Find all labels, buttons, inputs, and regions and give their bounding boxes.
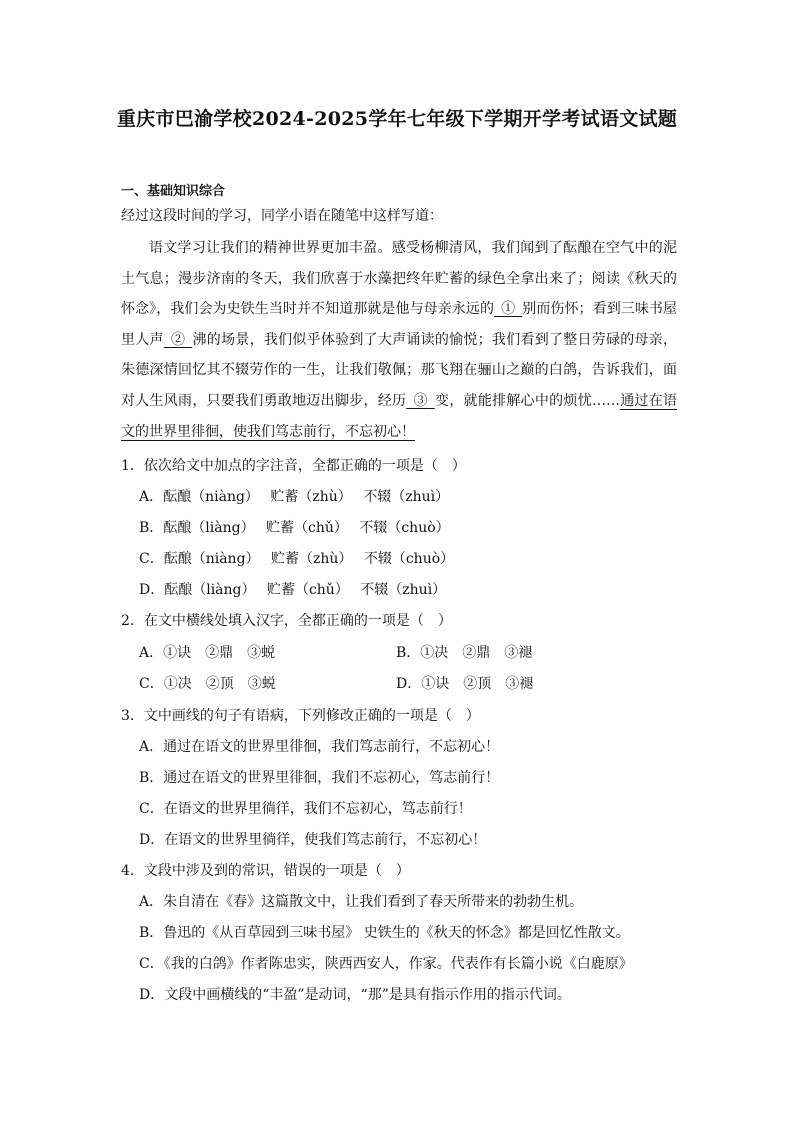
question-4-option-d: D．文段中画横线的“丰盈”是动词，“那”是具有指示作用的指示代词。: [139, 987, 571, 1003]
question-3-option-a: A．通过在语文的世界里徘徊，我们笃志前行，不忘初心！: [139, 739, 500, 755]
question-4-option-c: C．《我的白鸽》作者陈忠实，陕西西安人，作家。代表作有长篇小说《白鹿原》: [139, 956, 633, 972]
question-2-option-c: C．①决 ②顶 ③蜕: [139, 676, 276, 692]
question-4-option-a: A．朱自清在《春》这篇散文中，让我们看到了春天所带来的勃勃生机。: [139, 894, 584, 910]
question-2-option-a: A．①诀 ②鼎 ③蜕: [139, 645, 276, 661]
question-3-stem: 3．文中画线的句子有语病，下列修改正确的一项是（ ）: [121, 708, 480, 724]
question-1-option-b: B．酝酿（liàng） 贮蓄（chǔ） 不辍（chuò）: [139, 520, 450, 536]
question-3-option-d: D．在语文的世界里徜徉，使我们笃志前行，不忘初心！: [139, 832, 487, 848]
section-heading: 一、基础知识综合: [121, 184, 226, 199]
passage-text: 沸的场景，我们似乎体验到了大声诵读的愉悦；我们看到了整日劳碌的母亲，朱德深情回忆其不辍劳作的一生，让我们敬佩；那飞翔在骊山之巅的白鸽，告诉我们，面对人生风雨，只要我们勇敢地迈出脚步，经历: [121, 331, 678, 409]
question-1-option-d: D．酝酿（liàng） 贮蓄（chǔ） 不辍（zhuì）: [139, 582, 447, 598]
underlined-sentence: 通过在语文的世界里徘徊，使我们笃志前行，不忘初心！: [121, 392, 678, 440]
question-2-option-b: B．①决 ②鼎 ③褪: [396, 645, 533, 661]
question-2-option-d: D．①诀 ②顶 ③褪: [396, 676, 534, 692]
question-3-option-b: B．通过在语文的世界里徘徊，我们不忘初心，笃志前行！: [139, 770, 500, 786]
passage-text: 语文学习让我们的精神世界更加丰盈。感受杨柳清风，我们闻到了酝酿在空气中的泥土气息；漫步济南的冬天，我们欣喜于水藻把终年贮蓄的绿色全拿出来了；阅读《秋天的怀念》，我们会为史铁生当时并不知道那就是他与母亲永远的: [121, 240, 677, 318]
question-1-stem: 1．依次给文中加点的字注音，全都正确的一项是（ ）: [121, 458, 466, 474]
question-1-option-a: A．酝酿（niàng） 贮蓄（zhù） 不辍（zhuì）: [139, 489, 450, 505]
fill-blank-2: ②: [170, 331, 186, 348]
passage: [121, 233, 677, 447]
question-4-option-b: B．鲁迅的《从百草园到三味书屋》 史铁生的《秋天的怀念》都是回忆性散文。: [139, 925, 630, 941]
intro-text: 经过这段时间的学习，同学小语在随笔中这样写道：: [121, 208, 443, 224]
question-2-stem: 2．在文中横线处填入汉字，全都正确的一项是（ ）: [121, 613, 452, 629]
passage-text: 变，就能排解心中的烦忧……: [434, 392, 620, 409]
exam-title: 重庆市巴渝学校2024-2025学年七年级下学期开学考试语文试题: [116, 108, 678, 130]
fill-blank-1: ①: [501, 301, 516, 318]
passage-text: 别而伤怀；看到三味书屋里人声: [121, 301, 678, 348]
question-3-option-c: C．在语文的世界里徜徉，我们不忘初心，笃志前行！: [139, 801, 472, 817]
question-1-option-c: C．酝酿（niàng） 贮蓄（zhù） 不辍（chuò）: [139, 551, 455, 567]
question-4-stem: 4．文段中涉及到的常识，错误的一项是（ ）: [121, 863, 410, 879]
fill-blank-3: ③: [413, 392, 428, 409]
